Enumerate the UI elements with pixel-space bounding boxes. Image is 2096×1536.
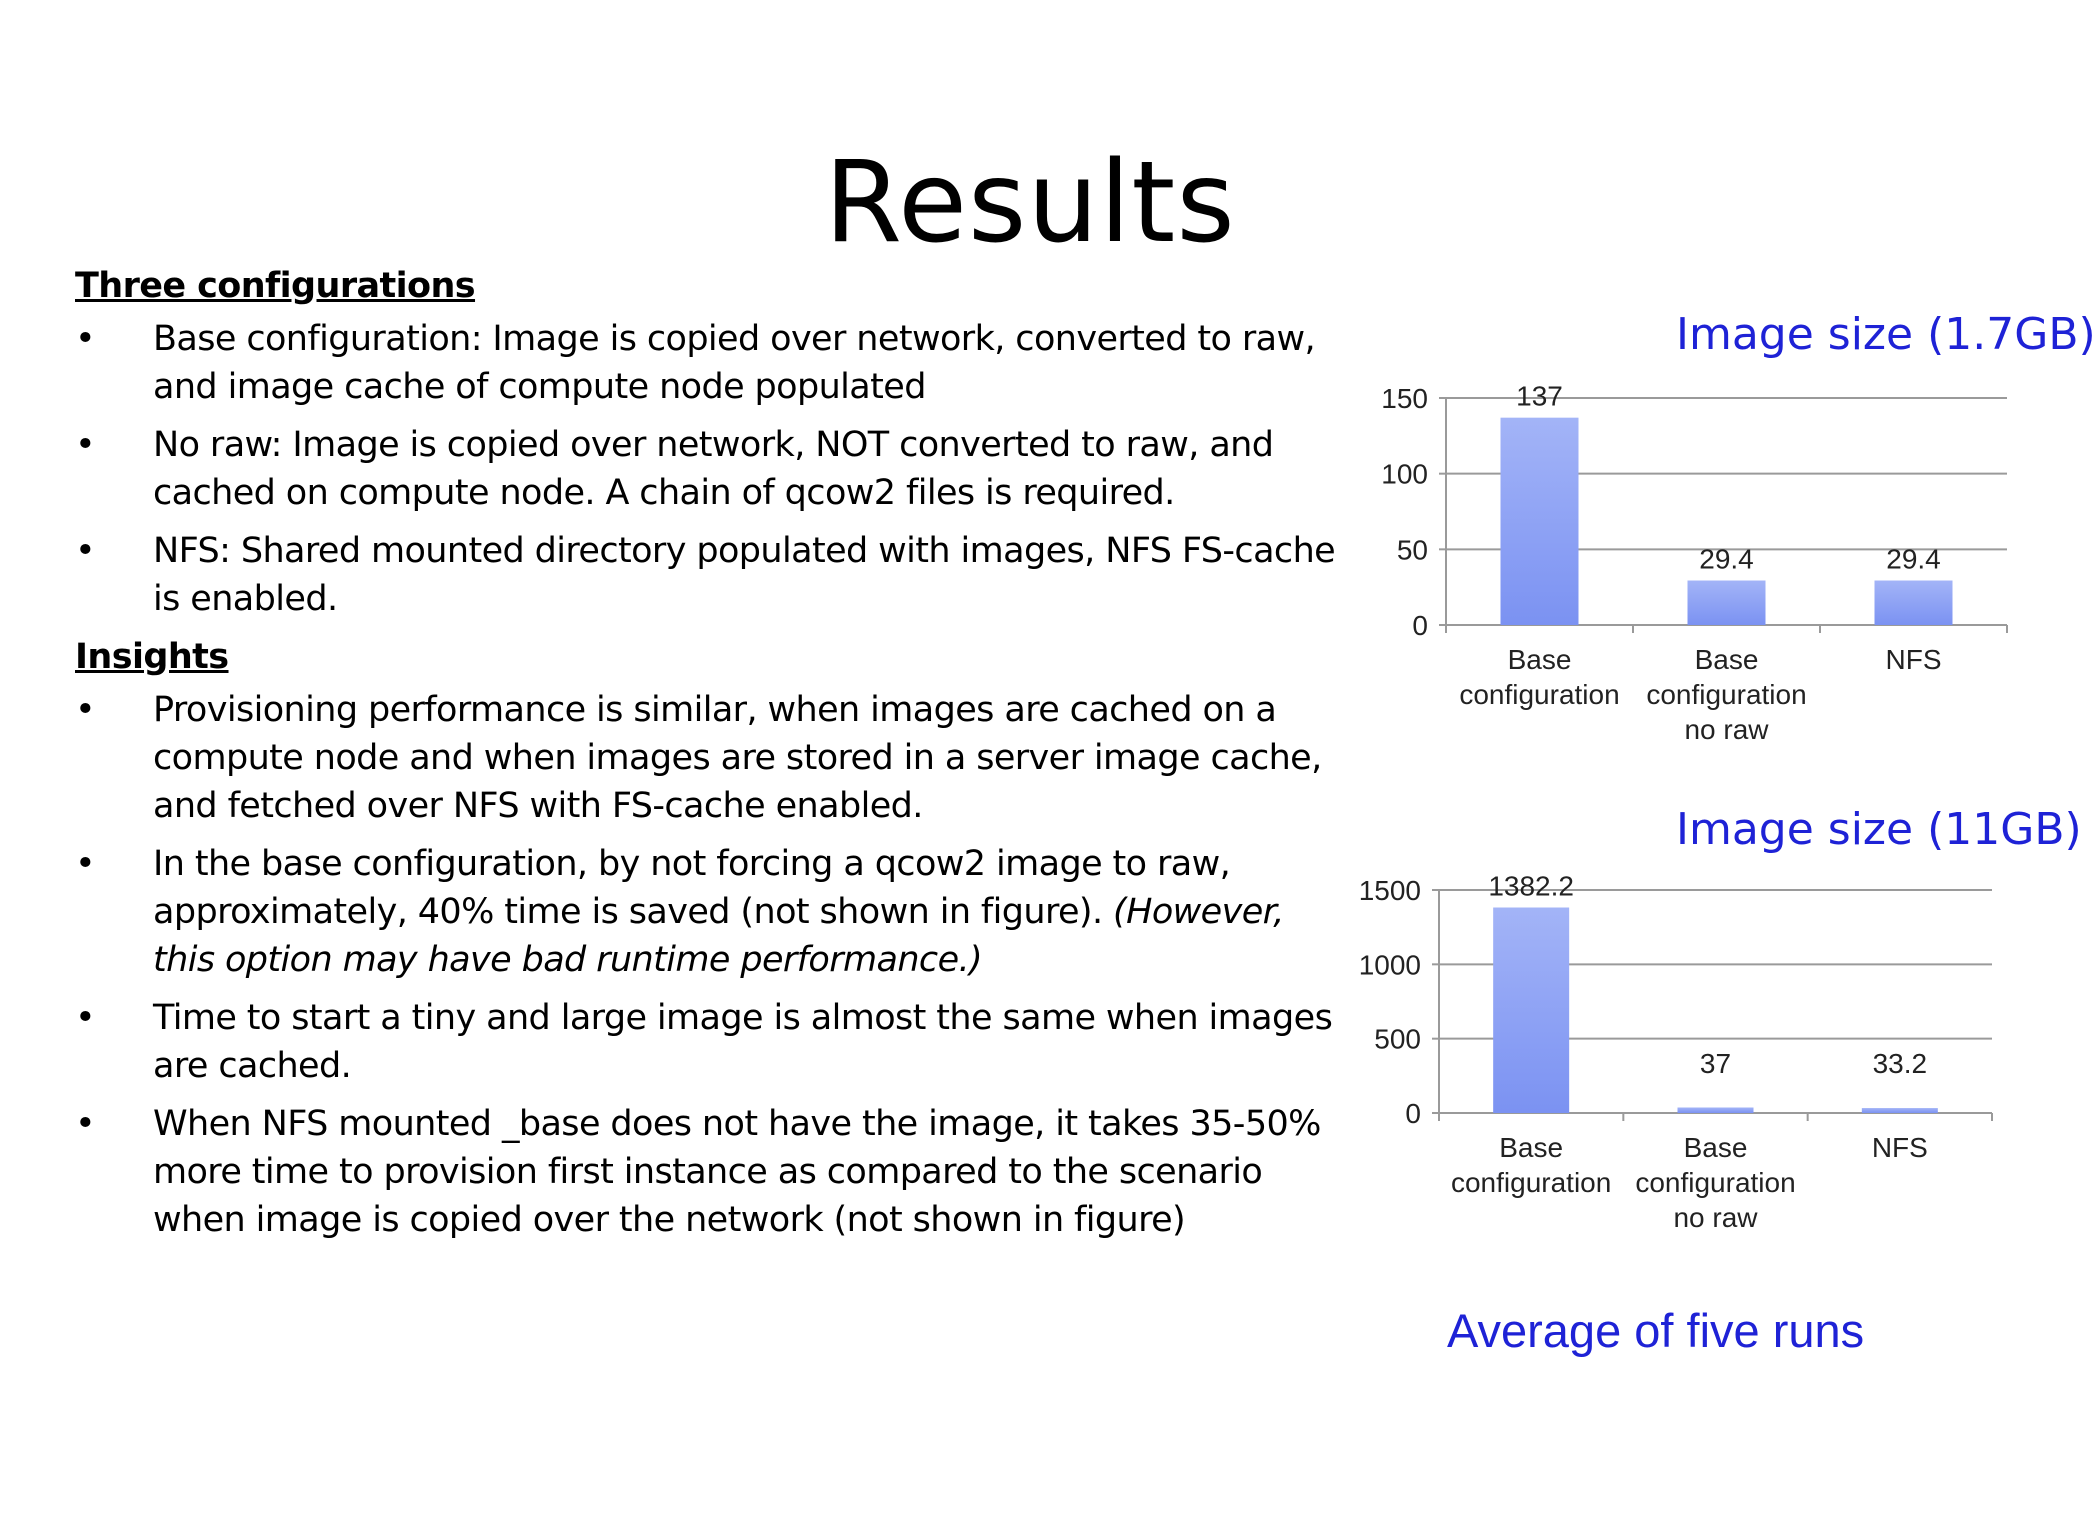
x-tick-label: NFS <box>1871 1132 1928 1163</box>
y-tick-label: 0 <box>1412 610 1428 641</box>
data-label: 29.4 <box>1699 543 1754 575</box>
bullet-item <box>75 315 1355 411</box>
section-heading: Three configurations <box>75 266 476 306</box>
chart-2-title: Image size (11GB) <box>1676 804 2082 855</box>
bullet-list <box>75 315 1355 623</box>
x-tick-label: configuration <box>1646 679 1807 710</box>
bullet-icon: • <box>75 998 96 1038</box>
y-tick-label: 50 <box>1396 534 1428 566</box>
y-tick-label: 100 <box>1381 458 1428 490</box>
bar <box>1493 908 1569 1113</box>
bullet-text: NFS: Shared mounted directory populated with images, NFS FS-cache is enabled. <box>153 531 1336 619</box>
x-tick-label: configuration <box>1635 1167 1796 1198</box>
bar <box>1678 1107 1754 1113</box>
bullet-icon: • <box>75 844 96 884</box>
bullet-text: No raw: Image is copied over network, NOT converted to raw, and cached on compute node. A chain of qcow2 files is required. <box>153 425 1274 513</box>
x-tick-label: no raw <box>1673 1202 1758 1233</box>
bar <box>1688 581 1766 625</box>
bullet-text: Time to start a tiny and large image is almost the same when images are cached. <box>153 998 1333 1086</box>
x-tick-label: configuration <box>1459 679 1620 710</box>
x-tick-label: Base <box>1694 644 1759 675</box>
chart-1-bar-chart <box>1345 382 2045 782</box>
bullet-text: Provisioning performance is similar, when images are cached on a compute node and when images are stored in a server image cache, and fetched over NFS with FS-cache enabled. <box>153 690 1322 826</box>
bullet-text: When NFS mounted _base does not have the image, it takes 35-50% more time to provision first instance as compared to the scenario when image is copied over the network (not shown in figure) <box>153 1104 1321 1240</box>
bullet-icon: • <box>75 1104 96 1144</box>
data-label: 37 <box>1699 1048 1732 1079</box>
x-tick-label: Base <box>1499 1132 1564 1163</box>
bullet-icon: • <box>75 319 96 359</box>
bar <box>1862 1108 1938 1113</box>
x-tick-label: Base <box>1507 644 1572 675</box>
y-tick-label: 1500 <box>1358 875 1421 906</box>
bullet-icon: • <box>75 425 96 465</box>
section-heading: Insights <box>75 637 229 677</box>
y-tick-label: 500 <box>1374 1023 1421 1055</box>
y-tick-label: 150 <box>1381 383 1428 414</box>
bullet-item <box>75 527 1355 623</box>
bullet-text: Base configuration: Image is copied over network, converted to raw, and image cache of compute node populated <box>153 319 1316 407</box>
x-tick-label: NFS <box>1885 644 1942 675</box>
bullet-text: In the base configuration, by not forcing a qcow2 image to raw, approximately, 40% time is saved (not shown in figure). <box>153 844 1231 932</box>
data-label: 29.4 <box>1886 543 1941 575</box>
bullet-icon: • <box>75 690 96 730</box>
bullet-item <box>75 421 1355 517</box>
footnote: Average of five runs <box>1447 1304 1865 1357</box>
bar <box>1875 581 1953 625</box>
x-tick-label: no raw <box>1684 714 1769 745</box>
data-label: 33.2 <box>1872 1048 1928 1079</box>
data-label: 137 <box>1516 380 1563 412</box>
bullet-item <box>75 840 1355 984</box>
x-tick-label: configuration <box>1450 1167 1612 1198</box>
y-tick-label: 0 <box>1405 1098 1421 1129</box>
slide-title: Results <box>824 138 1236 268</box>
y-tick-label: 1000 <box>1358 949 1421 981</box>
bullet-list <box>75 686 1355 1244</box>
bullet-item <box>75 994 1355 1090</box>
bullet-icon: • <box>75 531 96 571</box>
bar <box>1501 418 1579 625</box>
chart-1-title: Image size (1.7GB) <box>1676 309 2096 360</box>
text-column <box>75 262 1355 1254</box>
x-tick-label: Base <box>1683 1132 1748 1163</box>
chart-2-bar-chart <box>1345 870 2045 1276</box>
data-label: 1382.2 <box>1488 870 1574 902</box>
bullet-item <box>75 686 1355 830</box>
bullet-text: (However, this option may have bad runtime performance.) <box>153 892 1284 980</box>
bullet-item <box>75 1100 1355 1244</box>
